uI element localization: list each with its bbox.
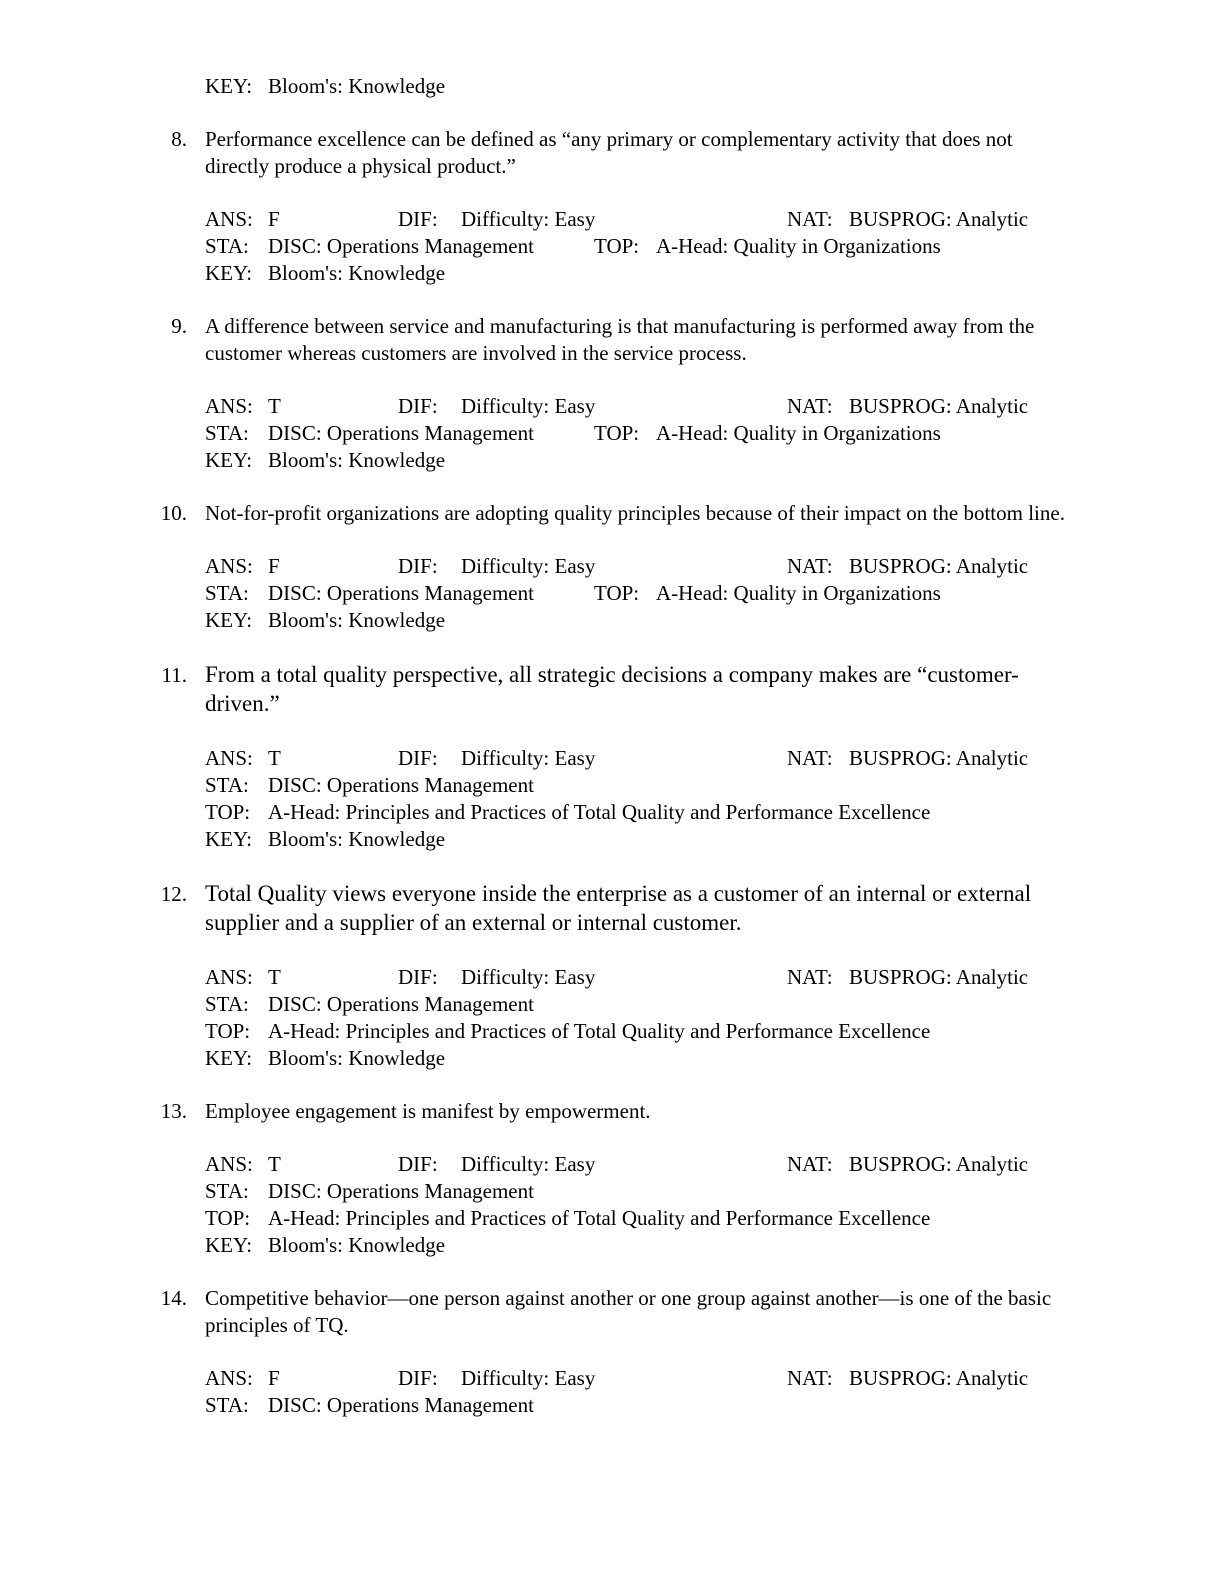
top-label: TOP: <box>205 1206 251 1230</box>
ans-label: ANS: <box>205 965 253 989</box>
sta-label: STA: <box>205 773 249 797</box>
question-text: From a total quality perspective, all strategic decisions a company makes are “customer- <box>205 662 1019 687</box>
key-value: Bloom's: Knowledge <box>268 1233 446 1257</box>
dif-label: DIF: <box>398 554 438 578</box>
top-value: A-Head: Quality in Organizations <box>656 581 941 605</box>
question-number: 8. <box>171 127 187 151</box>
ans-value: F <box>268 207 280 231</box>
nat-value: BUSPROG: Analytic <box>849 746 1029 770</box>
top-key-label: KEY: <box>205 74 253 98</box>
question-text: A difference between service and manufacturing is that manufacturing is performed away from the <box>205 314 1035 338</box>
ans-label: ANS: <box>205 207 253 231</box>
nat-label: NAT: <box>787 207 833 231</box>
key-value: Bloom's: Knowledge <box>268 827 446 851</box>
key-label: KEY: <box>205 448 253 472</box>
ans-value: F <box>268 554 280 578</box>
key-value: Bloom's: Knowledge <box>268 1046 446 1070</box>
question-text: principles of TQ. <box>205 1313 349 1337</box>
sta-value: DISC: Operations Management <box>268 1393 534 1417</box>
dif-label: DIF: <box>398 1152 438 1176</box>
key-value: Bloom's: Knowledge <box>268 608 446 632</box>
question-text: Not-for-profit organizations are adopting quality principles because of their impact on the bottom line. <box>205 501 1065 525</box>
question-text: Competitive behavior—one person against another or one group against another—is one of the basic <box>205 1286 1052 1310</box>
sta-label: STA: <box>205 421 249 445</box>
top-value: A-Head: Quality in Organizations <box>656 421 941 445</box>
key-label: KEY: <box>205 1233 253 1257</box>
ans-value: T <box>268 1152 281 1176</box>
ans-value: T <box>268 394 281 418</box>
nat-value: BUSPROG: Analytic <box>849 1366 1029 1390</box>
sta-value: DISC: Operations Management <box>268 581 534 605</box>
key-label: KEY: <box>205 608 253 632</box>
top-key-value: Bloom's: Knowledge <box>268 74 446 98</box>
dif-label: DIF: <box>398 207 438 231</box>
key-value: Bloom's: Knowledge <box>268 448 446 472</box>
dif-value: Difficulty: Easy <box>461 1152 596 1176</box>
key-label: KEY: <box>205 827 253 851</box>
nat-value: BUSPROG: Analytic <box>849 965 1029 989</box>
dif-value: Difficulty: Easy <box>461 207 596 231</box>
ans-value: T <box>268 965 281 989</box>
ans-label: ANS: <box>205 1152 253 1176</box>
question-text: Performance excellence can be defined as “any primary or complementary activity that does not <box>205 127 1013 151</box>
dif-label: DIF: <box>398 394 438 418</box>
question-text: driven.” <box>205 691 280 716</box>
nat-label: NAT: <box>787 965 833 989</box>
ans-label: ANS: <box>205 1366 253 1390</box>
top-value: A-Head: Principles and Practices of Total Quality and Performance Excellence <box>268 1019 931 1043</box>
top-label: TOP: <box>594 421 640 445</box>
sta-label: STA: <box>205 1393 249 1417</box>
nat-label: NAT: <box>787 1152 833 1176</box>
key-value: Bloom's: Knowledge <box>268 261 446 285</box>
question-text: customer whereas customers are involved in the service process. <box>205 341 747 365</box>
nat-label: NAT: <box>787 1366 833 1390</box>
sta-label: STA: <box>205 1179 249 1203</box>
dif-label: DIF: <box>398 1366 438 1390</box>
question-number: 11. <box>161 663 187 687</box>
question-text: Total Quality views everyone inside the enterprise as a customer of an internal or external <box>205 881 1032 906</box>
top-label: TOP: <box>205 800 251 824</box>
top-label: TOP: <box>594 581 640 605</box>
question-number: 9. <box>171 314 187 338</box>
top-value: A-Head: Principles and Practices of Total Quality and Performance Excellence <box>268 800 931 824</box>
ans-label: ANS: <box>205 554 253 578</box>
question-number: 10. <box>160 501 187 525</box>
sta-label: STA: <box>205 581 249 605</box>
top-value: A-Head: Principles and Practices of Total Quality and Performance Excellence <box>268 1206 931 1230</box>
key-label: KEY: <box>205 261 253 285</box>
ans-label: ANS: <box>205 394 253 418</box>
sta-value: DISC: Operations Management <box>268 773 534 797</box>
sta-value: DISC: Operations Management <box>268 421 534 445</box>
dif-label: DIF: <box>398 746 438 770</box>
key-label: KEY: <box>205 1046 253 1070</box>
top-label: TOP: <box>205 1019 251 1043</box>
dif-value: Difficulty: Easy <box>461 965 596 989</box>
top-value: A-Head: Quality in Organizations <box>656 234 941 258</box>
dif-label: DIF: <box>398 965 438 989</box>
question-text: directly produce a physical product.” <box>205 154 516 178</box>
dif-value: Difficulty: Easy <box>461 1366 596 1390</box>
question-text: supplier and a supplier of an external or internal customer. <box>205 910 742 935</box>
nat-value: BUSPROG: Analytic <box>849 1152 1029 1176</box>
sta-value: DISC: Operations Management <box>268 234 534 258</box>
sta-label: STA: <box>205 992 249 1016</box>
ans-value: F <box>268 1366 280 1390</box>
question-number: 13. <box>160 1099 187 1123</box>
question-number: 12. <box>160 882 187 906</box>
nat-value: BUSPROG: Analytic <box>849 554 1029 578</box>
nat-label: NAT: <box>787 554 833 578</box>
dif-value: Difficulty: Easy <box>461 554 596 578</box>
nat-label: NAT: <box>787 746 833 770</box>
sta-value: DISC: Operations Management <box>268 1179 534 1203</box>
sta-label: STA: <box>205 234 249 258</box>
nat-label: NAT: <box>787 394 833 418</box>
question-text: Employee engagement is manifest by empowerment. <box>205 1099 651 1123</box>
sta-value: DISC: Operations Management <box>268 992 534 1016</box>
dif-value: Difficulty: Easy <box>461 394 596 418</box>
top-label: TOP: <box>594 234 640 258</box>
question-number: 14. <box>160 1286 187 1310</box>
dif-value: Difficulty: Easy <box>461 746 596 770</box>
ans-value: T <box>268 746 281 770</box>
ans-label: ANS: <box>205 746 253 770</box>
nat-value: BUSPROG: Analytic <box>849 394 1029 418</box>
nat-value: BUSPROG: Analytic <box>849 207 1029 231</box>
